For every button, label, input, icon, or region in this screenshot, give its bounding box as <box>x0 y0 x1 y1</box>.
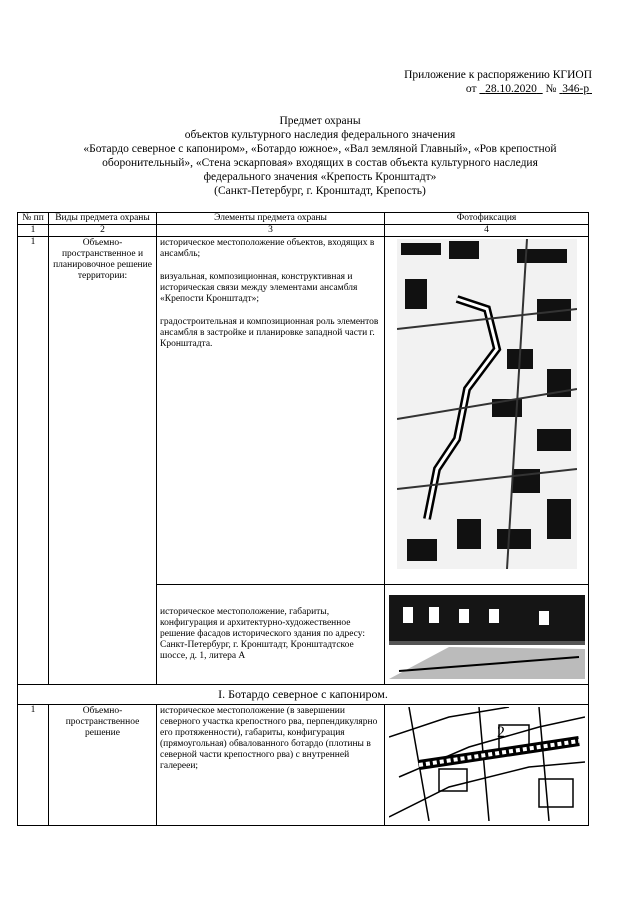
column-number-row <box>18 225 589 237</box>
header-cell: Фотофиксация <box>385 213 589 225</box>
protection-subject-table <box>17 212 589 826</box>
appendix-header <box>404 68 592 96</box>
from-label: от <box>465 83 477 95</box>
title-line: объектов культурного наследия федерального значения <box>184 129 456 141</box>
column-number: 2 <box>49 225 157 237</box>
element-text: визуальная, композиционная, конструктивная и историческая связи между элементами ансамбля «Крепости Кронштадт»; <box>160 272 358 304</box>
title-line: оборонительный», «Стена эскарповая» входящих в состав объекта культурного наследия <box>102 157 538 169</box>
photo-cell <box>385 585 589 685</box>
title-line: Предмет охраны <box>279 115 361 127</box>
map-label: 2 <box>496 724 505 741</box>
title-line: «Ботардо северное с капониром», «Ботардо южное», «Вал земляной Главный», «Ров крепостной <box>83 143 557 155</box>
protection-type: Объемно-пространственное и планировочное решение территории: <box>49 237 157 685</box>
column-number: 4 <box>385 225 589 237</box>
element-text: градостроительная и композиционная роль элементов ансамбля в застройке и планировке западной части г. Кронштадта. <box>160 317 379 349</box>
protection-type: Объемно-пространственное решение <box>49 705 157 826</box>
section-title: I. Ботардо северное с капониром. <box>18 685 589 705</box>
appendix-date-line <box>404 82 592 96</box>
row-number: 1 <box>18 237 49 685</box>
table-header-row <box>18 213 589 225</box>
header-cell: Виды предмета охраны <box>49 213 157 225</box>
element-text: историческое местоположение объектов, входящих в ансамбль; <box>160 238 375 259</box>
header-cell: Элементы предмета охраны <box>157 213 385 225</box>
photo-cell <box>385 237 589 585</box>
protection-elements <box>157 237 385 585</box>
order-date: 28.10.2020 <box>485 83 537 95</box>
protection-elements-building: историческое местоположение, габариты, конфигурация и архитектурно-художественное решение фасадов исторического здания по адресу: Санкт-Петербург, г. Кронштадт, Кронштадтское шоссе, д. 1, литера А <box>157 585 385 685</box>
protection-elements: историческое местоположение (в завершении северного участка крепостного рва, перпендикулярно его протяженности), габариты, конфигурация (прямоугольная) обвалованного ботардо (плотины в северной части крепостного рва) с внутренней галерееи; <box>157 705 385 826</box>
appendix-line: Приложение к распоряжению КГИОП <box>404 69 592 81</box>
row-number: 1 <box>18 705 49 826</box>
building-photo <box>389 587 585 679</box>
site-map <box>389 707 585 821</box>
order-number: 346-р <box>562 83 590 95</box>
table-row <box>18 705 589 826</box>
column-number: 1 <box>18 225 49 237</box>
document-title <box>40 114 600 198</box>
title-line: (Санкт-Петербург, г. Кронштадт, Крепость) <box>214 185 426 197</box>
number-label: № <box>545 83 557 95</box>
aerial-photo <box>397 239 577 569</box>
photo-cell <box>385 705 589 826</box>
header-cell: № пп <box>18 213 49 225</box>
table-row <box>18 237 589 585</box>
column-number: 3 <box>157 225 385 237</box>
section-row <box>18 685 589 705</box>
title-line: федерального значения «Крепость Кронштадт» <box>203 171 437 183</box>
